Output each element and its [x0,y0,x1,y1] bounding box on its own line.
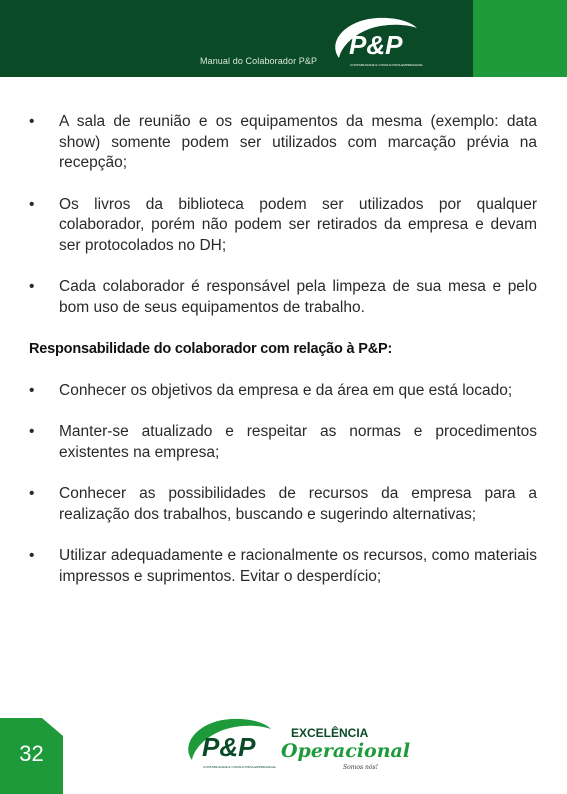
header-caption: Manual do Colaborador P&P [200,56,318,66]
list-item-text: Os livros da biblioteca podem ser utilizados por qualquer colaborador, porém não podem ser retirados da empresa e devam ser protocolados no DH; [59,195,537,254]
pp-logo-subtitle: CONTABILIDADE E CONSULTORIA EMPRESARIAL [350,63,424,67]
list-item-text: Conhecer os objetivos da empresa e da área em que está locado; [59,381,513,399]
list-item [29,381,537,402]
list-item-text: Cada colaborador é responsável pela limpeza de sua mesa e pelo bom uso de seus equipamentos de trabalho. [59,278,537,316]
page-number: 32 [19,741,44,766]
list-item-text: Manter-se atualizado e respeitar as normas e procedimentos existentes na empresa; [59,423,537,461]
bullet-icon: • [29,485,35,502]
list-item-text: Utilizar adequadamente e racionalmente os recursos, como materiais impressos e suprimentos. Evitar o desperdício; [59,547,537,585]
page-header [0,0,567,77]
list-item [29,277,537,318]
list-item-text: Conhecer as possibilidades de recursos da empresa para a realização dos trabalhos, buscando e sugerindo alternativas; [59,485,537,523]
bullet-icon: • [29,195,35,213]
bullet-icon: • [29,547,35,564]
list-item [29,546,537,587]
bullet-icon: • [29,381,35,399]
pp-logo-footer-subtitle: CONTABILIDADE E CONSULTORIA EMPRESARIAL [203,765,277,769]
list-item [29,112,537,174]
section-heading: Responsabilidade do colaborador com relação à P&P: [29,341,393,357]
badge-tagline: Somos nós! [343,764,378,771]
document-body [29,112,537,587]
pp-logo-footer-text: P&P [202,732,256,762]
badge-script: Operacional [281,740,411,762]
bullet-icon: • [29,278,35,295]
list-item [29,484,537,525]
bullet-icon: • [29,113,35,130]
list-item-text: A sala de reunião e os equipamentos da mesma (exemplo: data show) somente podem ser utilizados com marcação prévia na recepção; [59,113,537,171]
list-item [29,422,537,463]
pp-logo [329,14,429,70]
bullet-icon: • [29,423,35,440]
pp-logo-footer [183,716,281,772]
badge-title: EXCELÊNCIA [291,726,369,740]
excelencia-operacional-badge [279,725,411,773]
pp-logo-text: P&P [349,30,403,60]
header-accent-block [473,0,567,77]
list-item [29,195,537,257]
